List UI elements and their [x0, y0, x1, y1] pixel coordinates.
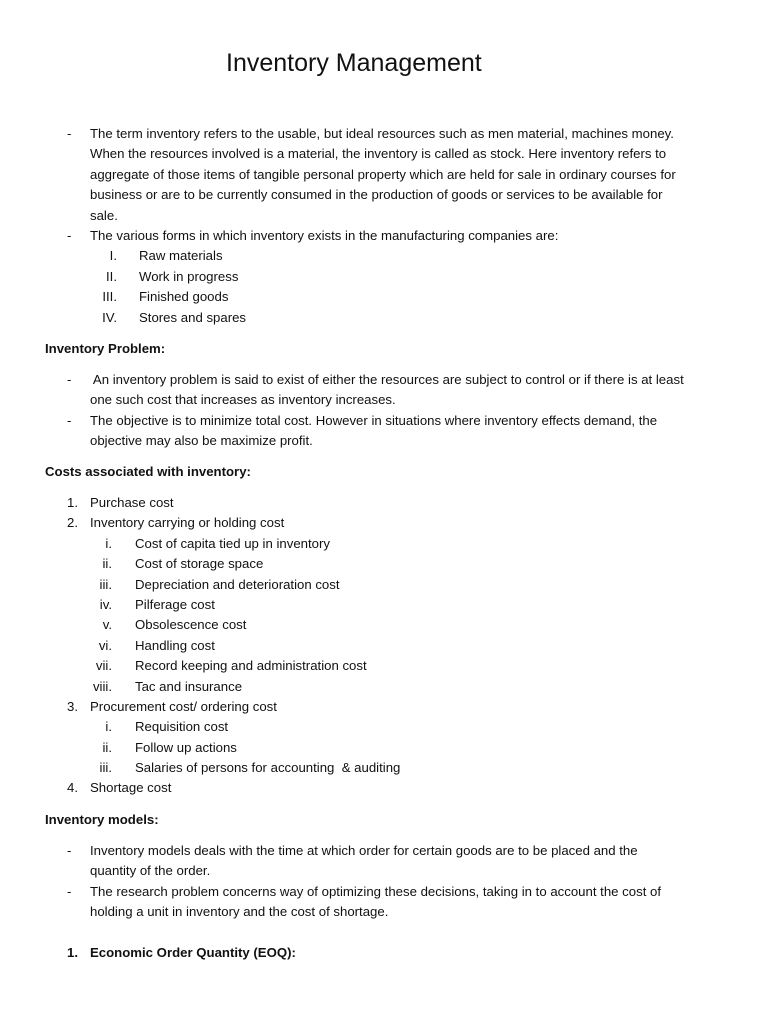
bullet-marker: -: [67, 843, 72, 858]
paragraph-line: sale.: [90, 207, 118, 223]
roman-list-item: [0, 267, 768, 287]
paragraph-line: quantity of the order.: [90, 863, 211, 879]
list-item-text: Tac and insurance: [135, 678, 243, 694]
list-item-text: Cost of capita tied up in inventory: [135, 535, 330, 551]
paragraph-line: one such cost that increases as inventory increases.: [90, 392, 396, 408]
list-item-text: Work in progress: [139, 268, 239, 284]
intro-section: [0, 124, 768, 328]
list-marker: v.: [102, 617, 112, 633]
list-number: 2.: [67, 515, 78, 531]
eoq-number: 1.: [67, 945, 78, 960]
bullet-marker: -: [67, 227, 72, 243]
bullet-marker: -: [67, 412, 72, 428]
section-heading-inventory-models: Inventory models:: [45, 812, 159, 827]
list-number: 4.: [67, 780, 78, 796]
sub-list-item: [0, 575, 768, 595]
sub-list-item: [0, 758, 768, 778]
numbered-list-item: [0, 778, 768, 798]
roman-list-item: [0, 287, 768, 307]
list-item-text: Depreciation and deterioration cost: [135, 576, 340, 592]
numbered-list-item: [0, 697, 768, 717]
numbered-list-item: [0, 513, 768, 533]
list-marker: ii.: [102, 556, 112, 572]
bullet-marker: -: [67, 883, 72, 899]
list-item: [0, 124, 768, 144]
list-marker: i.: [105, 719, 112, 735]
list-item-text: Pilferage cost: [135, 596, 215, 612]
list-item: [0, 841, 768, 861]
paragraph-line: business or are to be currently consumed in the production of goods or services to be available for: [90, 187, 663, 203]
section-heading-eoq: Economic Order Quantity (EOQ):: [90, 945, 296, 960]
list-marker: I.: [109, 248, 117, 264]
list-item: [0, 411, 768, 431]
list-item-text: Shortage cost: [90, 780, 172, 796]
paragraph-line: When the resources involved is a material, the inventory is called as stock. Here inventory refers to: [90, 146, 667, 162]
paragraph-line: An inventory problem is said to exist of either the resources are subject to control or if there is at least: [90, 372, 684, 387]
list-number: 1.: [67, 495, 78, 510]
list-marker: i.: [105, 535, 112, 551]
bullet-marker: -: [67, 372, 72, 387]
list-item-text: Inventory carrying or holding cost: [90, 515, 285, 531]
list-number: 3.: [67, 698, 78, 714]
list-marker: viii.: [92, 678, 112, 694]
section-heading-costs: Costs associated with inventory:: [45, 464, 251, 479]
paragraph-line: The objective is to minimize total cost. However in situations where inventory effects demand, the: [90, 412, 658, 428]
sub-list-item: [0, 677, 768, 697]
list-marker: IV.: [102, 309, 117, 325]
list-item: [0, 370, 768, 390]
list-item-text: Salaries of persons for accounting & auditing: [135, 760, 401, 776]
list-marker: iii.: [99, 576, 112, 592]
paragraph-line: holding a unit in inventory and the cost of shortage.: [90, 904, 389, 920]
list-marker: vi.: [98, 637, 112, 653]
paragraph-line: objective may also be maximize profit.: [90, 433, 313, 449]
list-item-text: Follow up actions: [135, 739, 237, 755]
list-marker: iv.: [99, 596, 112, 612]
section-heading-inventory-problem: Inventory Problem:: [45, 341, 166, 356]
sub-list-item: [0, 717, 768, 737]
sub-list-item: [0, 636, 768, 656]
sub-list-item: [0, 615, 768, 635]
list-item-text: Requisition cost: [135, 719, 229, 735]
list-item: [0, 882, 768, 902]
paragraph-line: The research problem concerns way of optimizing these decisions, taking in to account the cost of: [90, 883, 662, 899]
list-item-text: Raw materials: [139, 248, 223, 264]
sub-list-item: [0, 554, 768, 574]
list-item-text: Purchase cost: [90, 495, 174, 510]
paragraph-line: The various forms in which inventory exists in the manufacturing companies are:: [90, 227, 559, 243]
roman-list-item: [0, 308, 768, 328]
costs-section: [0, 493, 768, 799]
numbered-list-item: [0, 493, 768, 513]
list-item: [0, 226, 768, 246]
list-marker: vii.: [95, 658, 112, 674]
list-item-text: Record keeping and administration cost: [135, 658, 367, 674]
list-item-text: Cost of storage space: [135, 556, 264, 572]
list-item-text: Stores and spares: [139, 309, 247, 325]
sub-list-item: [0, 534, 768, 554]
paragraph-line: aggregate of those items of tangible personal property which are held for sale in ordinary courses for: [90, 166, 676, 182]
list-item-text: Procurement cost/ ordering cost: [90, 698, 277, 714]
roman-list-item: [0, 246, 768, 266]
problem-section: [0, 370, 768, 452]
list-marker: ii.: [102, 739, 112, 755]
list-item-text: Obsolescence cost: [135, 617, 247, 633]
list-item-text: Handling cost: [135, 637, 215, 653]
list-item-text: Finished goods: [139, 289, 229, 305]
sub-list-item: [0, 738, 768, 758]
list-marker: III.: [102, 289, 117, 305]
models-section: [0, 841, 768, 923]
list-marker: II.: [106, 268, 117, 284]
sub-list-item: [0, 595, 768, 615]
paragraph-line: Inventory models deals with the time at which order for certain goods are to be placed and the: [90, 843, 638, 858]
paragraph-line: The term inventory refers to the usable, but ideal resources such as men material, machines money.: [90, 126, 674, 141]
sub-list-item: [0, 656, 768, 676]
bullet-marker: -: [67, 126, 72, 141]
list-marker: iii.: [99, 760, 112, 776]
page-title: Inventory Management: [226, 49, 482, 77]
